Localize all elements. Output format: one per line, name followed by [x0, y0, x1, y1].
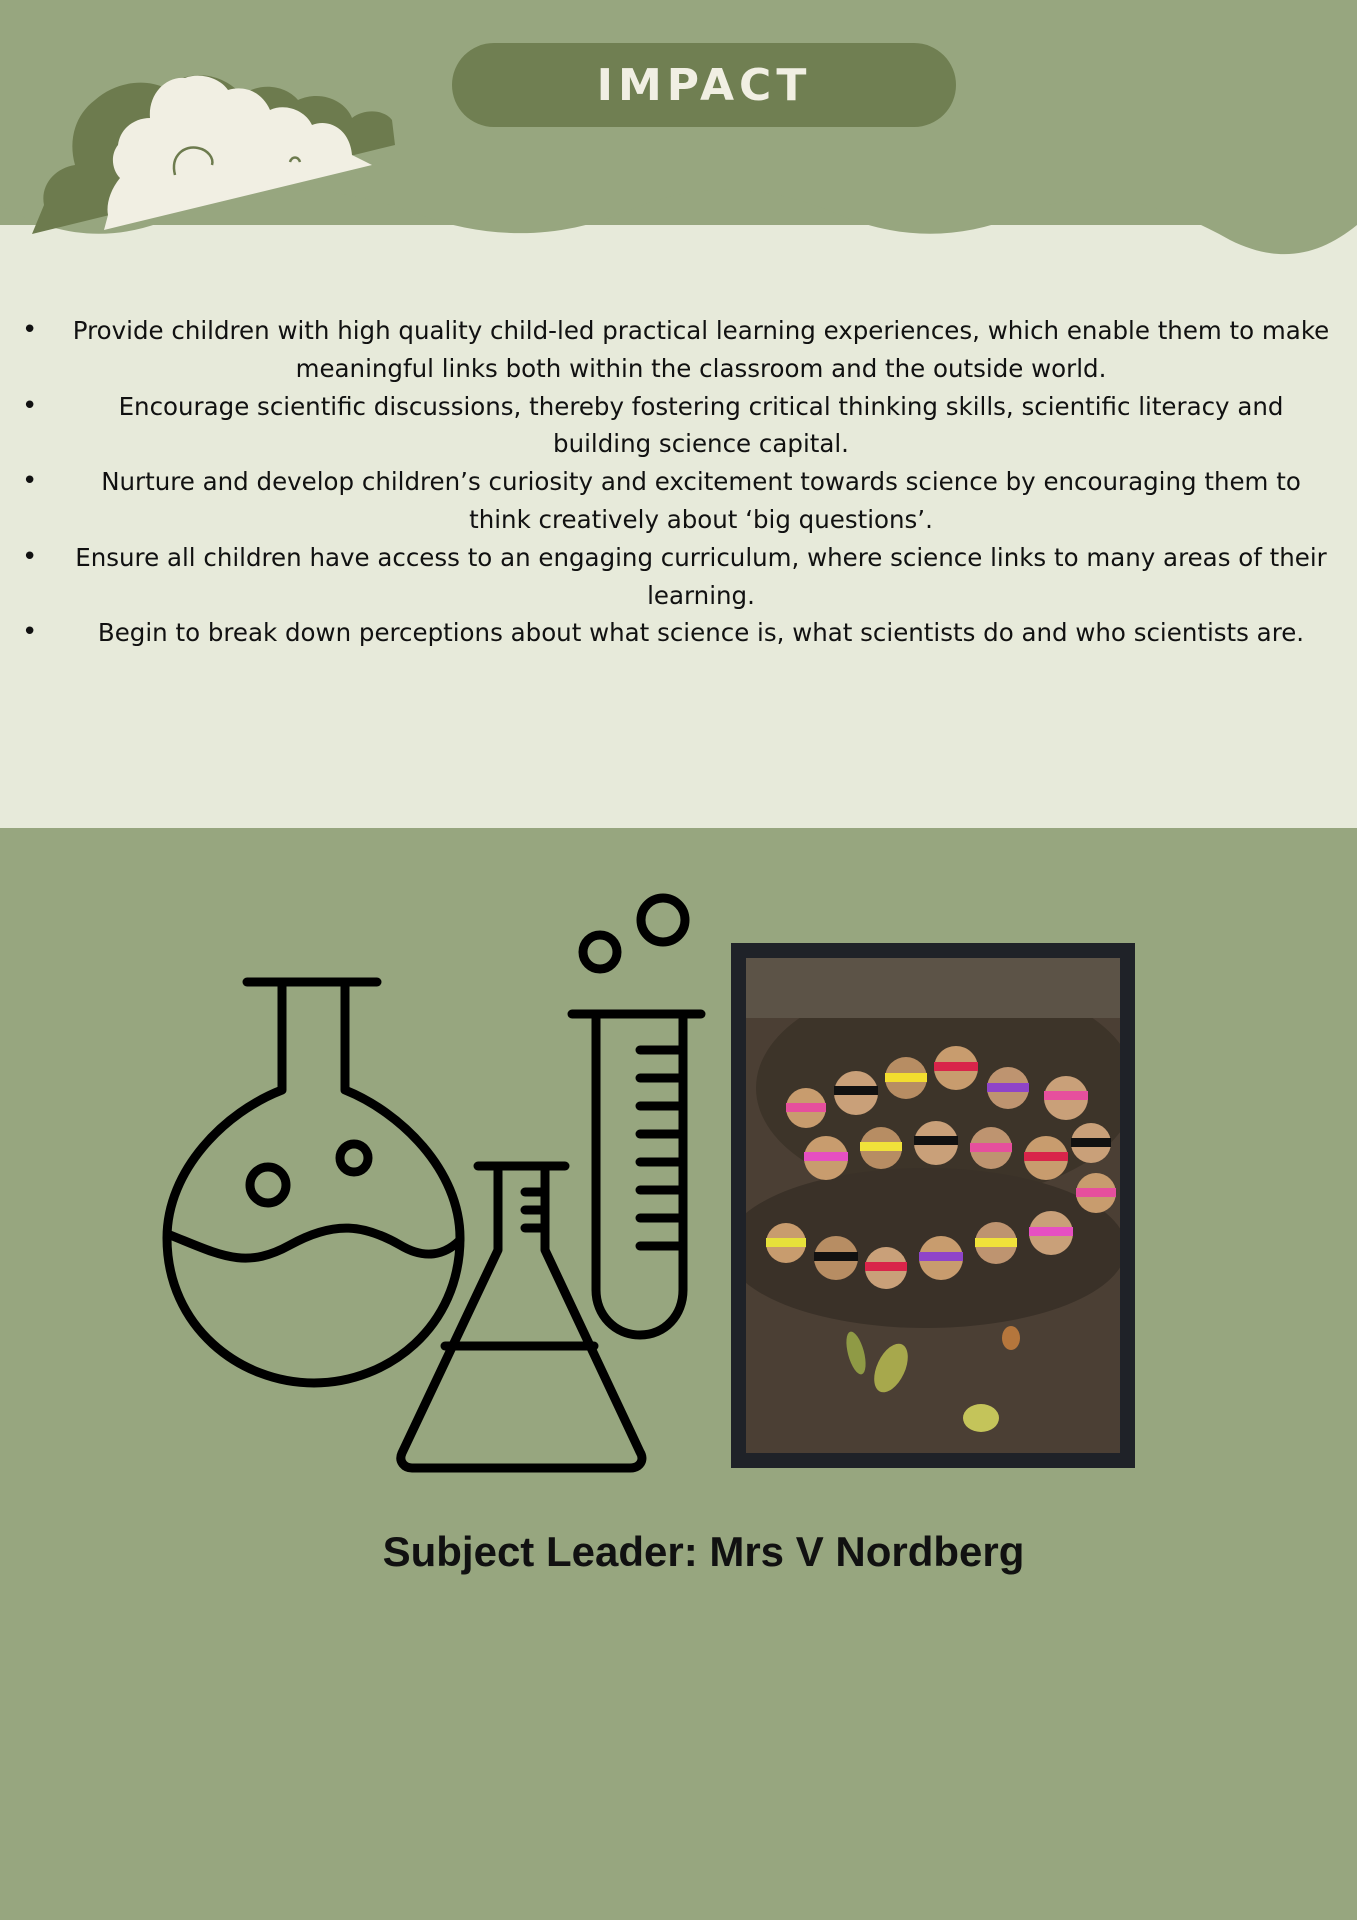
test-tube-icon: [572, 1014, 701, 1335]
list-item: [14, 463, 1334, 539]
bullet-icon: •: [22, 541, 38, 572]
list-item: [14, 388, 1334, 464]
bullet-icon: •: [22, 315, 38, 345]
bullet-icon: •: [22, 617, 38, 648]
list-item: [14, 539, 1334, 615]
impact-list: [14, 312, 1334, 652]
header-wave: [0, 0, 1357, 260]
list-item-text: Ensure all children have access to an engaging curriculum, where science links to many areas of their learning.: [75, 542, 1327, 610]
list-item-text: Encourage scientific discussions, thereby fostering critical thinking skills, scientific literacy and building science capital.: [118, 391, 1284, 459]
bubble-icon: [583, 935, 617, 969]
list-item: [14, 614, 1334, 652]
bullet-icon: •: [22, 466, 38, 497]
page-title: IMPACT: [596, 59, 812, 111]
round-flask-icon: [167, 982, 460, 1383]
list-item-text: Nurture and develop children’s curiosity and excitement towards science by encouraging them to think creatively about ‘big questions’.: [101, 467, 1301, 534]
list-item-text: Begin to break down perceptions about what science is, what scientists do and who scientists are.: [97, 618, 1305, 648]
lab-glassware-illustration: [150, 880, 720, 1480]
photo-image: [746, 958, 1120, 1453]
list-item-text: Provide children with high quality child-led practical learning experiences, which enable them to make meaningful links both within the classroom and the outside world.: [72, 316, 1330, 383]
bullet-icon: •: [22, 390, 38, 421]
bubble-icon: [641, 898, 685, 942]
photo-frame: [731, 943, 1135, 1468]
subject-leader: Subject Leader: Mrs V Nordberg: [382, 1528, 1025, 1575]
title-pill: [452, 43, 956, 127]
list-item: [14, 312, 1334, 388]
potato-characters-photo: [746, 958, 1120, 1453]
